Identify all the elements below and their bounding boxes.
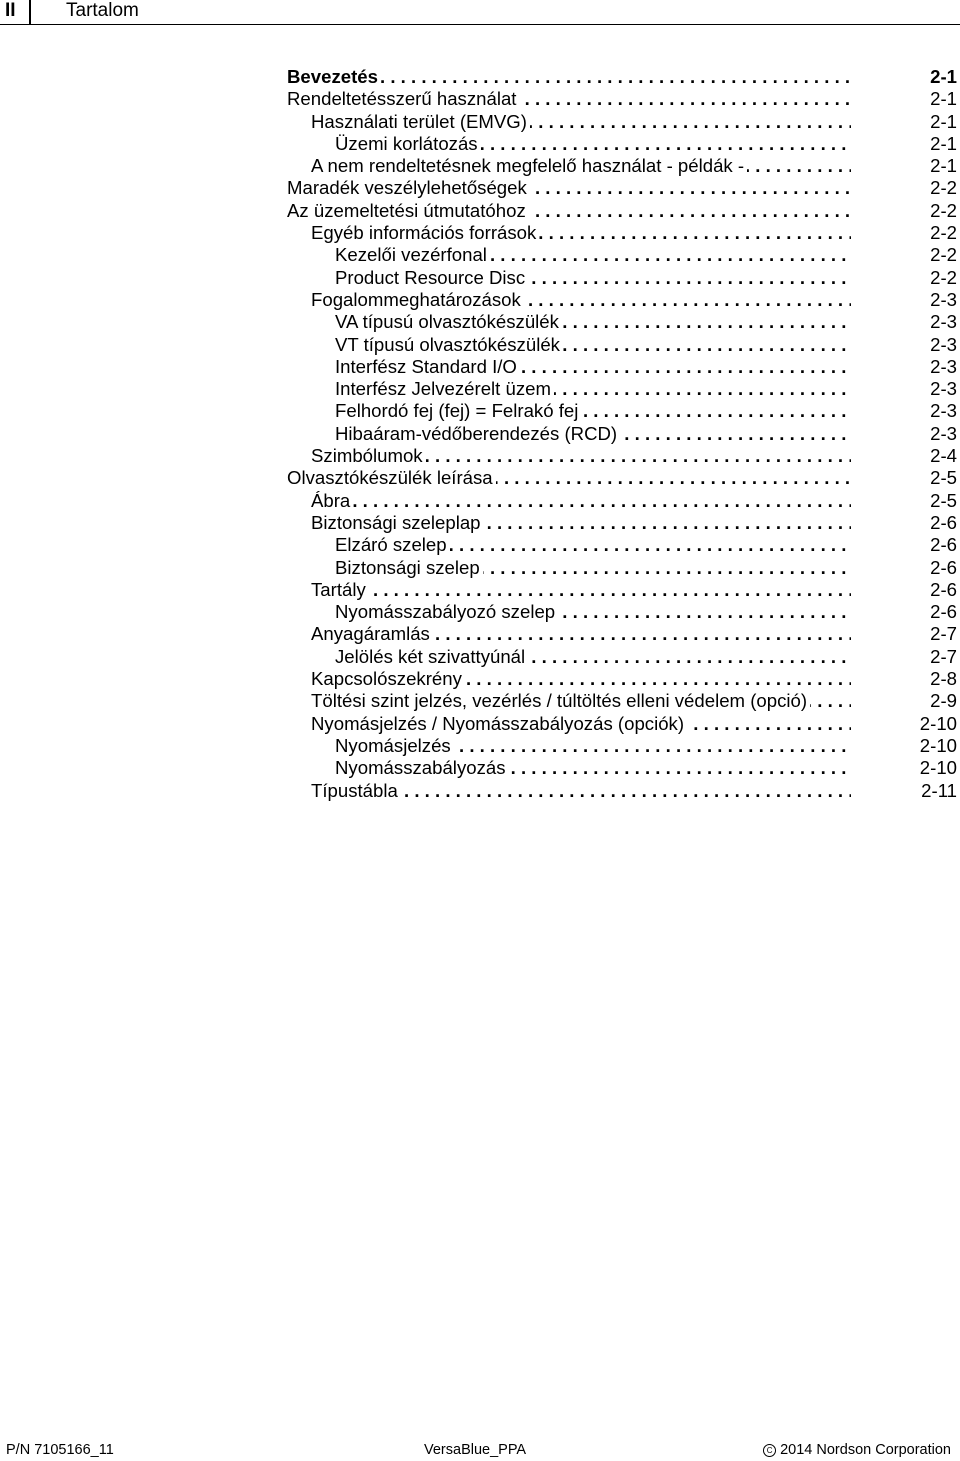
- toc-entry[interactable]: [287, 289, 959, 311]
- toc-entry-title: Nyomásszabályozás: [335, 757, 509, 778]
- toc-entry-title: Nyomásjelzés: [335, 735, 454, 756]
- toc-entry-title: Elzáró szelep: [335, 534, 450, 555]
- copyright: [763, 1440, 951, 1461]
- toc-leader: [335, 133, 851, 155]
- toc-entry[interactable]: [287, 467, 959, 489]
- toc-leader: [335, 735, 851, 757]
- toc-entry-title: Bevezetés: [287, 66, 381, 87]
- toc-leader: [311, 713, 851, 735]
- chapter-number: II: [5, 0, 16, 21]
- toc-entry[interactable]: [287, 646, 959, 668]
- header-divider: [29, 0, 31, 24]
- toc-entry-page: 2-3: [930, 288, 957, 310]
- toc-entry-title: Interfész Jelvezérelt üzem: [335, 378, 554, 399]
- toc-entry-title: A nem rendeltetésnek megfelelő használat - példák -: [311, 155, 747, 176]
- toc-entry-title: Nyomásszabályozó szelep: [335, 601, 558, 622]
- toc-entry-title: Maradék veszélylehetőségek: [287, 177, 530, 198]
- toc-entry-title: Biztonsági szeleplap: [311, 512, 484, 533]
- toc-entry-title: Használati terület (EMVG): [311, 111, 530, 132]
- toc-entry-page: 2-2: [930, 177, 957, 199]
- toc-entry[interactable]: [287, 780, 959, 802]
- toc-entry-page: 2-1: [930, 88, 957, 110]
- toc-entry[interactable]: [287, 735, 959, 757]
- toc-entry-page: 2-3: [930, 378, 957, 400]
- toc-entry[interactable]: [287, 713, 959, 735]
- part-number: P/N 7105166_11: [6, 1442, 114, 1458]
- toc-entry[interactable]: [287, 88, 959, 110]
- toc-entry-page: 2-8: [930, 668, 957, 690]
- toc-entry-title: Típustábla: [311, 780, 401, 801]
- toc-entry-title: VA típusú olvasztókészülék: [335, 311, 562, 332]
- toc-entry[interactable]: [287, 267, 959, 289]
- toc-entry-title: Az üzemeltetési útmutatóhoz: [287, 200, 529, 221]
- toc-entry[interactable]: [287, 400, 959, 422]
- toc-entry[interactable]: [287, 601, 959, 623]
- toc-entry[interactable]: [287, 690, 959, 712]
- toc-entry[interactable]: [287, 668, 959, 690]
- toc-entry[interactable]: [287, 490, 959, 512]
- toc-entry-title: VT típusú olvasztókészülék: [335, 334, 563, 355]
- toc-entry-page: 2-6: [930, 556, 957, 578]
- table-of-contents: [287, 66, 959, 802]
- toc-leader: [335, 534, 851, 556]
- toc-entry[interactable]: [287, 133, 959, 155]
- toc-leader: [311, 668, 851, 690]
- toc-leader: [287, 200, 851, 222]
- toc-leader: [335, 311, 851, 333]
- toc-entry-page: 2-11: [921, 779, 957, 801]
- toc-entry-page: 2-9: [930, 690, 957, 712]
- toc-entry[interactable]: [287, 177, 959, 199]
- toc-entry-title: Töltési szint jelzés, vezérlés / túltöltés elleni védelem (opció): [311, 690, 810, 711]
- toc-leader: [335, 267, 851, 289]
- toc-entry-page: 2-1: [930, 110, 957, 132]
- toc-entry-page: 2-10: [919, 757, 957, 779]
- toc-leader: [287, 177, 851, 199]
- toc-entry-page: 2-2: [930, 199, 957, 221]
- toc-entry-title: Tartály: [311, 579, 369, 600]
- toc-entry-title: Felhordó fej (fej) = Felrakó fej: [335, 400, 581, 421]
- toc-entry[interactable]: [287, 244, 959, 266]
- toc-entry-page: 2-1: [930, 132, 957, 154]
- toc-entry-title: Kezelői vezérfonal: [335, 244, 490, 265]
- toc-leader: [335, 378, 851, 400]
- toc-entry-page: 2-3: [930, 355, 957, 377]
- toc-entry-title: Ábra: [311, 490, 353, 511]
- page-header: [0, 0, 960, 26]
- toc-entry-page: 2-6: [930, 601, 957, 623]
- toc-leader: [311, 222, 851, 244]
- toc-leader: [287, 88, 851, 110]
- toc-leader: [335, 423, 851, 445]
- toc-entry-page: 2-3: [930, 311, 957, 333]
- toc-entry-title: Biztonsági szelep: [335, 557, 483, 578]
- toc-leader: [335, 400, 851, 422]
- toc-entry[interactable]: [287, 579, 959, 601]
- toc-entry[interactable]: [287, 512, 959, 534]
- toc-leader: [311, 445, 851, 467]
- toc-entry-page: 2-6: [930, 578, 957, 600]
- toc-entry-title: Egyéb információs források: [311, 222, 539, 243]
- toc-leader: [311, 579, 851, 601]
- toc-leader: [287, 467, 851, 489]
- toc-entry[interactable]: [287, 66, 959, 88]
- header-rule: [0, 24, 960, 25]
- toc-leader: [335, 334, 851, 356]
- toc-entry-page: 2-3: [930, 333, 957, 355]
- toc-leader: [311, 111, 851, 133]
- toc-leader: [335, 356, 851, 378]
- copyright-icon: C: [763, 1444, 776, 1457]
- toc-entry-page: 2-4: [930, 445, 957, 467]
- toc-entry-page: 2-3: [930, 422, 957, 444]
- toc-entry[interactable]: [287, 222, 959, 244]
- toc-entry[interactable]: [287, 623, 959, 645]
- toc-entry-page: 2-2: [930, 244, 957, 266]
- page-title: Tartalom: [66, 0, 139, 21]
- toc-leader: [311, 623, 851, 645]
- toc-entry-page: 2-5: [930, 489, 957, 511]
- toc-entry[interactable]: [287, 155, 959, 177]
- toc-entry-title: Kapcsolószekrény: [311, 668, 465, 689]
- toc-entry-title: Olvasztókészülék leírása: [287, 467, 496, 488]
- toc-entry[interactable]: [287, 111, 959, 133]
- toc-entry[interactable]: [287, 557, 959, 579]
- toc-leader: [335, 557, 851, 579]
- toc-entry-page: 2-6: [930, 534, 957, 556]
- toc-entry[interactable]: [287, 423, 959, 445]
- toc-leader: [311, 690, 851, 712]
- toc-entry-title: Nyomásjelzés / Nyomásszabályozás (opciók): [311, 713, 687, 734]
- toc-leader: [311, 155, 851, 177]
- toc-entry[interactable]: [287, 334, 959, 356]
- toc-entry-page: 2-2: [930, 222, 957, 244]
- toc-leader: [335, 244, 851, 266]
- toc-entry[interactable]: [287, 534, 959, 556]
- toc-entry-title: Hibaáram-védőberendezés (RCD): [335, 423, 620, 444]
- toc-leader: [335, 646, 851, 668]
- toc-leader: [311, 512, 851, 534]
- toc-entry[interactable]: [287, 757, 959, 779]
- toc-entry-title: Rendeltetésszerű használat: [287, 88, 519, 109]
- toc-entry-title: Product Resource Disc: [335, 267, 528, 288]
- toc-entry-page: 2-3: [930, 400, 957, 422]
- toc-leader: [311, 780, 851, 802]
- toc-leader: [311, 289, 851, 311]
- toc-leader: [287, 66, 851, 88]
- page-footer: [0, 1440, 960, 1461]
- toc-entry[interactable]: [287, 378, 959, 400]
- product-name: VersaBlue_PPA: [424, 1442, 527, 1458]
- toc-entry[interactable]: [287, 356, 959, 378]
- toc-entry[interactable]: [287, 445, 959, 467]
- toc-entry-page: 2-7: [930, 645, 957, 667]
- toc-leader: [335, 757, 851, 779]
- toc-entry-title: Üzemi korlátozás: [335, 133, 481, 154]
- toc-leader: [311, 490, 851, 512]
- toc-entry-title: Fogalommeghatározások: [311, 289, 524, 310]
- toc-entry-page: 2-1: [930, 66, 957, 87]
- toc-entry-title: Interfész Standard I/O: [335, 356, 520, 377]
- toc-entry-title: Anyagáramlás: [311, 623, 433, 644]
- copyright-text: 2014 Nordson Corporation: [780, 1442, 951, 1458]
- toc-entry-page: 2-2: [930, 266, 957, 288]
- toc-entry-page: 2-5: [930, 467, 957, 489]
- toc-leader: [335, 601, 851, 623]
- toc-entry-page: 2-1: [930, 155, 957, 177]
- toc-entry-page: 2-10: [919, 712, 957, 734]
- toc-entry[interactable]: [287, 311, 959, 333]
- toc-entry-page: 2-6: [930, 511, 957, 533]
- toc-entry[interactable]: [287, 200, 959, 222]
- toc-entry-page: 2-10: [919, 734, 957, 756]
- toc-entry-title: Szimbólumok: [311, 445, 426, 466]
- toc-entry-title: Jelölés két szivattyúnál: [335, 646, 528, 667]
- toc-entry-page: 2-7: [930, 623, 957, 645]
